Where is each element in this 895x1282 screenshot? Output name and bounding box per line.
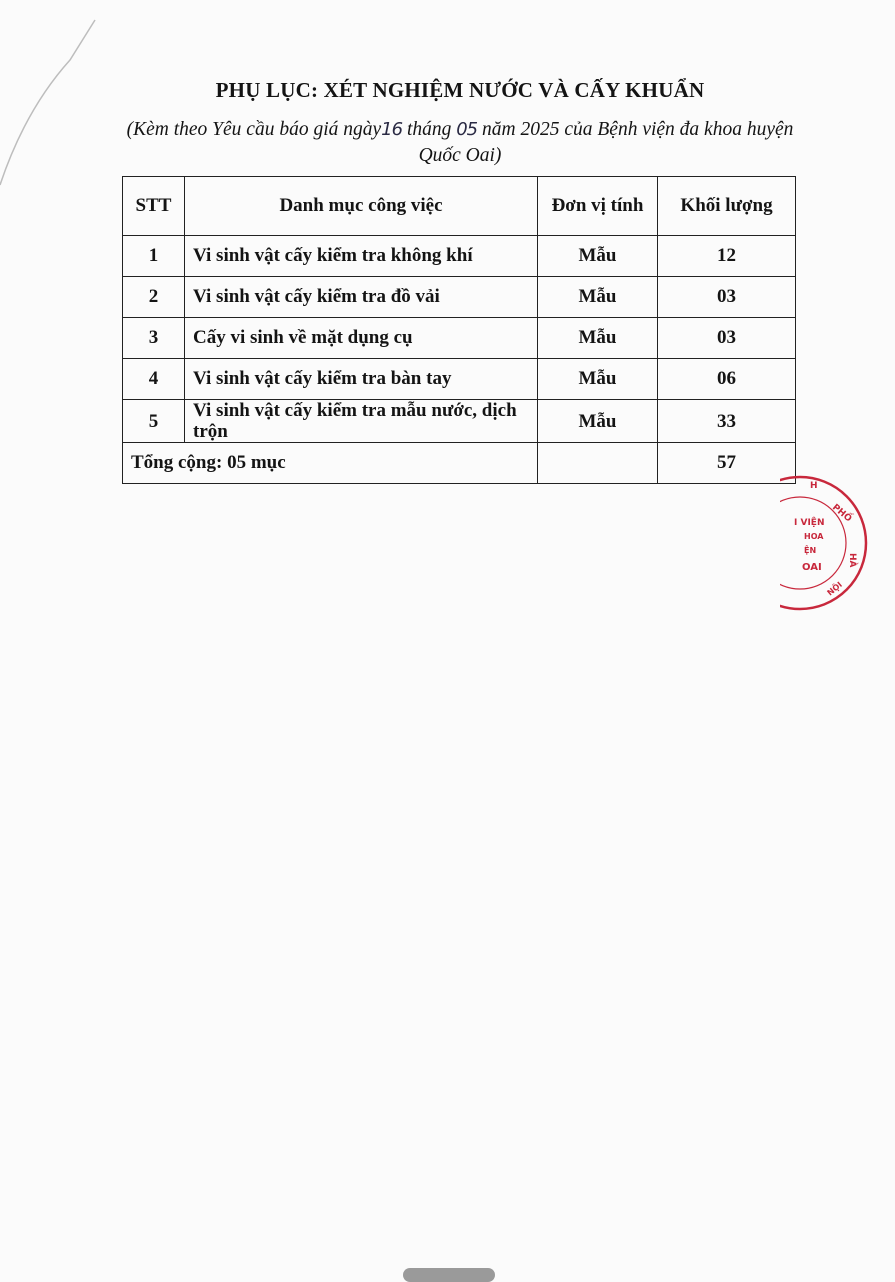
- header-description: Danh mục công việc: [185, 177, 538, 236]
- row-stt: 3: [123, 318, 185, 359]
- row-quantity: 03: [658, 277, 796, 318]
- row-quantity: 06: [658, 359, 796, 400]
- row-stt: 5: [123, 400, 185, 443]
- handwritten-month: 05: [456, 119, 478, 140]
- row-unit: Mẫu: [538, 359, 658, 400]
- header-stt: STT: [123, 177, 185, 236]
- official-seal-stamp: [780, 468, 872, 618]
- quotation-table: [122, 176, 796, 484]
- seal-text: HOA: [804, 532, 824, 541]
- row-description: Vi sinh vật cấy kiểm tra đồ vải: [185, 277, 538, 318]
- row-unit: Mẫu: [538, 318, 658, 359]
- document-title: PHỤ LỤC: XÉT NGHIỆM NƯỚC VÀ CẤY KHUẨN: [215, 78, 705, 102]
- subtitle-text-3: năm 2025 của Bệnh viện đa khoa huyện Quốc Oai): [418, 119, 794, 166]
- subtitle-text-1: (Kèm theo Yêu cầu báo giá ngày: [126, 119, 382, 140]
- seal-text: HÀ: [847, 553, 857, 568]
- row-stt: 4: [123, 359, 185, 400]
- subtitle-text-2: tháng: [402, 119, 457, 140]
- row-quantity: 12: [658, 236, 796, 277]
- total-quantity: 57: [658, 443, 796, 484]
- handwritten-day: 16: [381, 119, 403, 140]
- row-stt: 1: [123, 236, 185, 277]
- table-header-row: [123, 177, 796, 236]
- row-description: Cấy vi sinh về mặt dụng cụ: [185, 318, 538, 359]
- header-quantity: Khối lượng: [658, 177, 796, 236]
- table-total-row: [123, 443, 796, 484]
- total-label: Tổng cộng: 05 mục: [123, 443, 538, 484]
- row-quantity: 03: [658, 318, 796, 359]
- table-row: [123, 359, 796, 400]
- seal-text: NỘI: [825, 580, 844, 598]
- table-row: [123, 400, 796, 443]
- row-description: Vi sinh vật cấy kiểm tra không khí: [185, 236, 538, 277]
- seal-text: I VIỆN: [794, 518, 825, 528]
- row-unit: Mẫu: [538, 400, 658, 443]
- table-row: [123, 318, 796, 359]
- total-unit: [538, 443, 658, 484]
- row-description: Vi sinh vật cấy kiểm tra bàn tay: [185, 359, 538, 400]
- table-row: [123, 277, 796, 318]
- row-unit: Mẫu: [538, 277, 658, 318]
- row-unit: Mẫu: [538, 236, 658, 277]
- row-stt: 2: [123, 277, 185, 318]
- table-row: [123, 236, 796, 277]
- seal-text: PHỐ: [830, 502, 854, 525]
- document-subtitle: [110, 117, 810, 169]
- row-description: Vi sinh vật cấy kiểm tra mẫu nước, dịch trộn: [185, 400, 538, 443]
- row-quantity: 33: [658, 400, 796, 443]
- header-unit: Đơn vị tính: [538, 177, 658, 236]
- seal-text: OAI: [802, 562, 822, 573]
- seal-text: H: [810, 481, 818, 491]
- seal-text: ỆN: [804, 546, 817, 555]
